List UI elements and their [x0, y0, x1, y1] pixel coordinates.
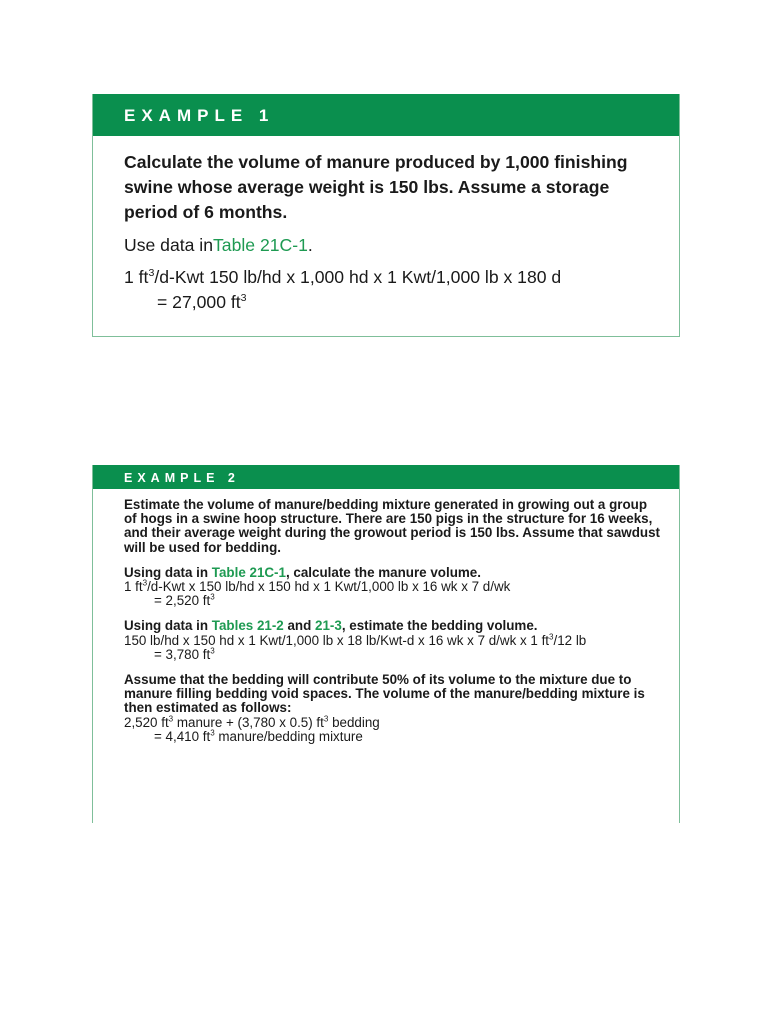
- step-2-result-text: = 3,780 ft: [154, 646, 211, 662]
- calc-sup: 3: [148, 267, 155, 280]
- example-2-intro: Estimate the volume of manure/bedding mixture generated in growing out a group of hogs in a swine hoop structure. There are 150 pigs in the structure for 16 weeks, and their average weight during the growout period is 150 lbs. Assume that sawdust will be used for bedding.: [124, 497, 660, 555]
- example-2-body: [93, 489, 679, 744]
- step-2-and: and: [283, 618, 315, 634]
- step-1-calc-b: /d-Kwt x 150 lb/hd x 150 hd x 1 Kwt/1,000 lb x 16 wk x 7 d/wk: [147, 579, 511, 595]
- result-text: = 27,000 ft: [157, 292, 241, 312]
- example-2-box: [92, 465, 680, 823]
- example-1-body: [93, 136, 679, 315]
- step-1-heading: [124, 566, 661, 580]
- step-1-result-text: = 2,520 ft: [154, 593, 211, 609]
- step-2-heading: [124, 619, 661, 633]
- step-2-result-sup: 3: [210, 646, 215, 656]
- table-21c-1-link[interactable]: Table 21C-1: [213, 235, 308, 255]
- step-3-calc-c: bedding: [328, 714, 380, 730]
- example-1-calculation: [124, 265, 659, 315]
- use-data-prefix: Use data in: [124, 235, 213, 255]
- table-21-3-link[interactable]: 21-3: [315, 618, 342, 634]
- step-3-calc-a: 2,520 ft: [124, 714, 169, 730]
- example-1-header: EXAMPLE 1: [93, 94, 679, 136]
- step-3-text: Assume that the bedding will contribute 50% of its volume to the mixture due to manure filling bedding void spaces. The volume of the manure/bedding mixture is then estimated as follows:: [124, 672, 645, 716]
- calc-part-b: /d-Kwt 150 lb/hd x 1,000 hd x 1 Kwt/1,000 lb x 180 d: [154, 267, 562, 287]
- example-1-data-reference: [124, 233, 659, 257]
- step-3-result-suffix: manure/bedding mixture: [214, 728, 363, 744]
- step-1-result: [124, 594, 661, 608]
- step-2-suffix: , estimate the bedding volume.: [341, 618, 538, 634]
- step-1-calc-a: 1 ft: [124, 579, 143, 595]
- step-3-calc-a-sup: 3: [168, 714, 174, 724]
- result-sup: 3: [240, 292, 247, 305]
- calc-part-a: 1 ft: [124, 267, 149, 287]
- step-1-prefix: Using data in: [124, 564, 212, 580]
- example-1-box: [92, 94, 680, 337]
- example-1-result: [124, 290, 659, 315]
- step-2-calc-sup: 3: [549, 632, 554, 642]
- step-1-calc-sup: 3: [142, 578, 148, 588]
- table-21c-1-link-2[interactable]: Table 21C-1: [211, 564, 286, 580]
- step-1-suffix: , calculate the manure volume.: [285, 564, 481, 580]
- step-2-calculation: [124, 634, 661, 648]
- step-3-calc-b: manure + (3,780 x 0.5) ft: [173, 714, 324, 730]
- step-2-result: [124, 648, 661, 662]
- step-3-result-sup: 3: [210, 728, 215, 738]
- tables-21-2-link[interactable]: Tables 21-2: [211, 618, 284, 634]
- example-2-header: EXAMPLE 2: [93, 465, 679, 489]
- step-2-calc-b: /12 lb: [553, 632, 587, 648]
- step-3-result-text: = 4,410 ft: [154, 728, 211, 744]
- step-2-prefix: Using data in: [124, 618, 212, 634]
- step-1-result-sup: 3: [210, 592, 215, 602]
- step-3-calculation: [124, 716, 661, 730]
- use-data-suffix: .: [307, 235, 313, 255]
- example-1-question: Calculate the volume of manure produced by 1,000 finishing swine whose average weight is 150 lbs. Assume a storage period of 6 months.: [124, 152, 628, 222]
- step-3-calc-b-sup: 3: [323, 714, 329, 724]
- step-2-calc-a: 150 lb/hd x 150 hd x 1 Kwt/1,000 lb x 18 lb/Kwt-d x 16 wk x 7 d/wk x 1 ft: [124, 632, 550, 648]
- step-3-result: [124, 730, 661, 744]
